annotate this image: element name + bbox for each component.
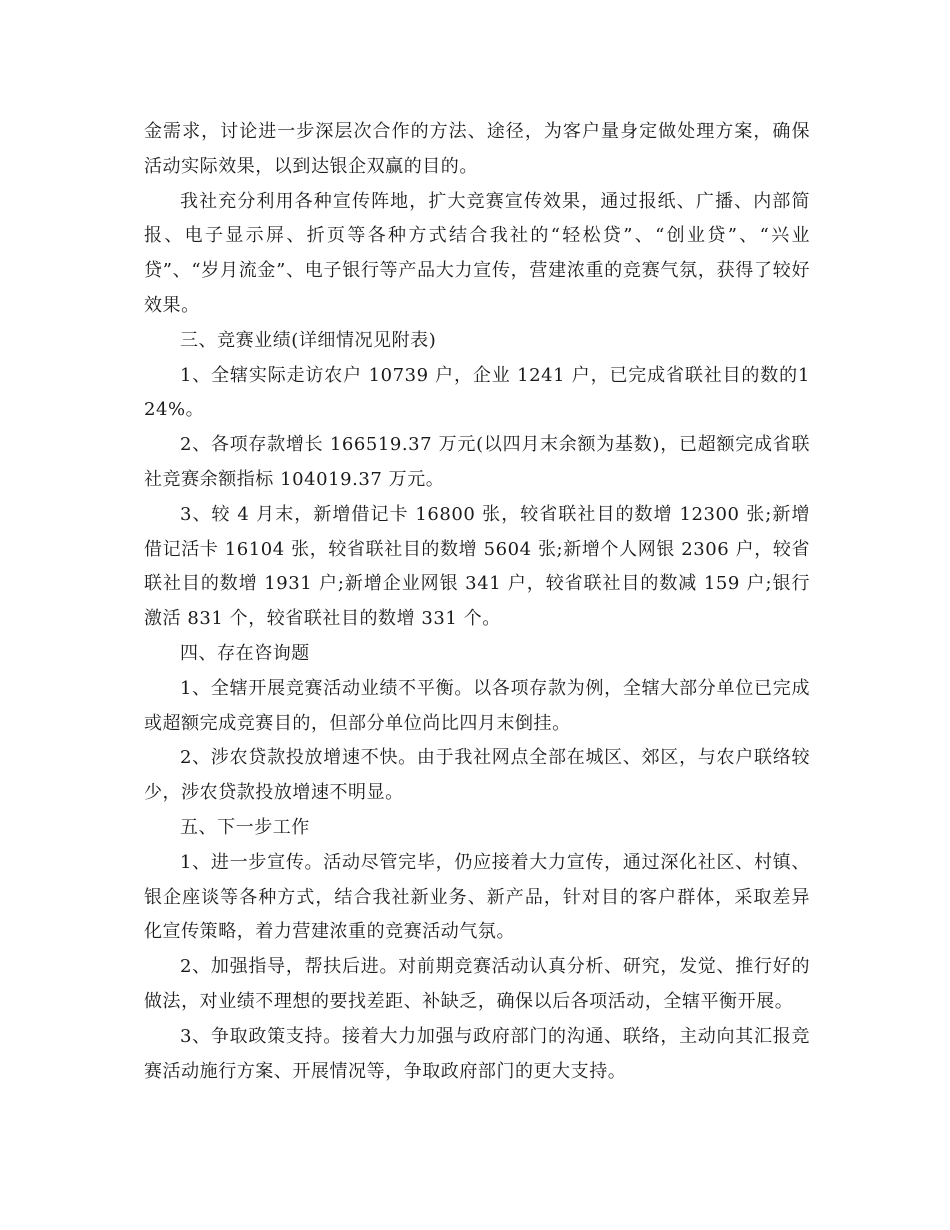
paragraph-1: 金需求，讨论进一步深层次合作的方法、途径，为客户量身定做处理方案，确保活动实际效果，以到达银企双赢的目的。 — [144, 121, 810, 177]
section-heading-5: 五、下一步工作 — [180, 816, 310, 838]
paragraph-13: 3、争取政策支持。接着大力加强与政府部门的沟通、联络，主动向其汇报竞赛活动施行方案、开展情况等，争取政府部门的更大支持。 — [144, 1025, 810, 1082]
paragraph-5: 2、各项存款增长 166519.37 万元(以四月末余额为基数)，已超额完成省联社竞赛余额指标 104019.37 万元。 — [144, 434, 810, 490]
paragraph-11: 1、进一步宣传。活动尽管完毕，仍应接着大力宣传，通过深化社区、村镇、银企座谈等各种方式，结合我社新业务、新产品，针对目的客户群体，采取差异化宣传策略，着力营建浓重的竞赛活动气氛。 — [144, 851, 810, 943]
paragraph-2: 我社充分利用各种宣传阵地，扩大竞赛宣传效果，通过报纸、广播、内部简报、电子显示屏、折页等各种方式结合我社的“轻松贷”、“创业贷”、“兴业贷”、“岁月流金”、电子银行等产品大力宣传，营建浓重的竞赛气氛，获得了较好效果。 — [144, 190, 810, 316]
section-heading-3: 三、竞赛业绩(详细情况见附表) — [180, 329, 437, 351]
paragraph-4: 1、全辖实际走访农户 10739 户，企业 1241 户，已完成省联社目的数的124%。 — [144, 364, 810, 421]
paragraph-12: 2、加强指导，帮扶后进。对前期竞赛活动认真分析、研究，发觉、推行好的做法，对业绩不理想的要找差距、补缺乏，确保以后各项活动，全辖平衡开展。 — [144, 956, 810, 1012]
section-heading-4: 四、存在咨询题 — [180, 642, 310, 664]
paragraph-8: 1、全辖开展竞赛活动业绩不平衡。以各项存款为例，全辖大部分单位已完成或超额完成竞赛目的，但部分单位尚比四月末倒挂。 — [144, 677, 810, 734]
paragraph-6: 3、较 4 月末，新增借记卡 16800 张，较省联社目的数增 12300 张;新增借记活卡 16104 张，较省联社目的数增 5604 张;新增个人网银 2306 户，较省联社目的数增 1931 户;新增企业网银 341 户，较省联社目的数减 159 户;银行激活 831 个，较省联社目的数增 331 个。 — [144, 503, 810, 630]
document-body — [144, 115, 810, 1089]
paragraph-9: 2、涉农贷款投放增速不快。由于我社网点全部在城区、郊区，与农户联络较少，涉农贷款投放增速不明显。 — [144, 747, 810, 804]
